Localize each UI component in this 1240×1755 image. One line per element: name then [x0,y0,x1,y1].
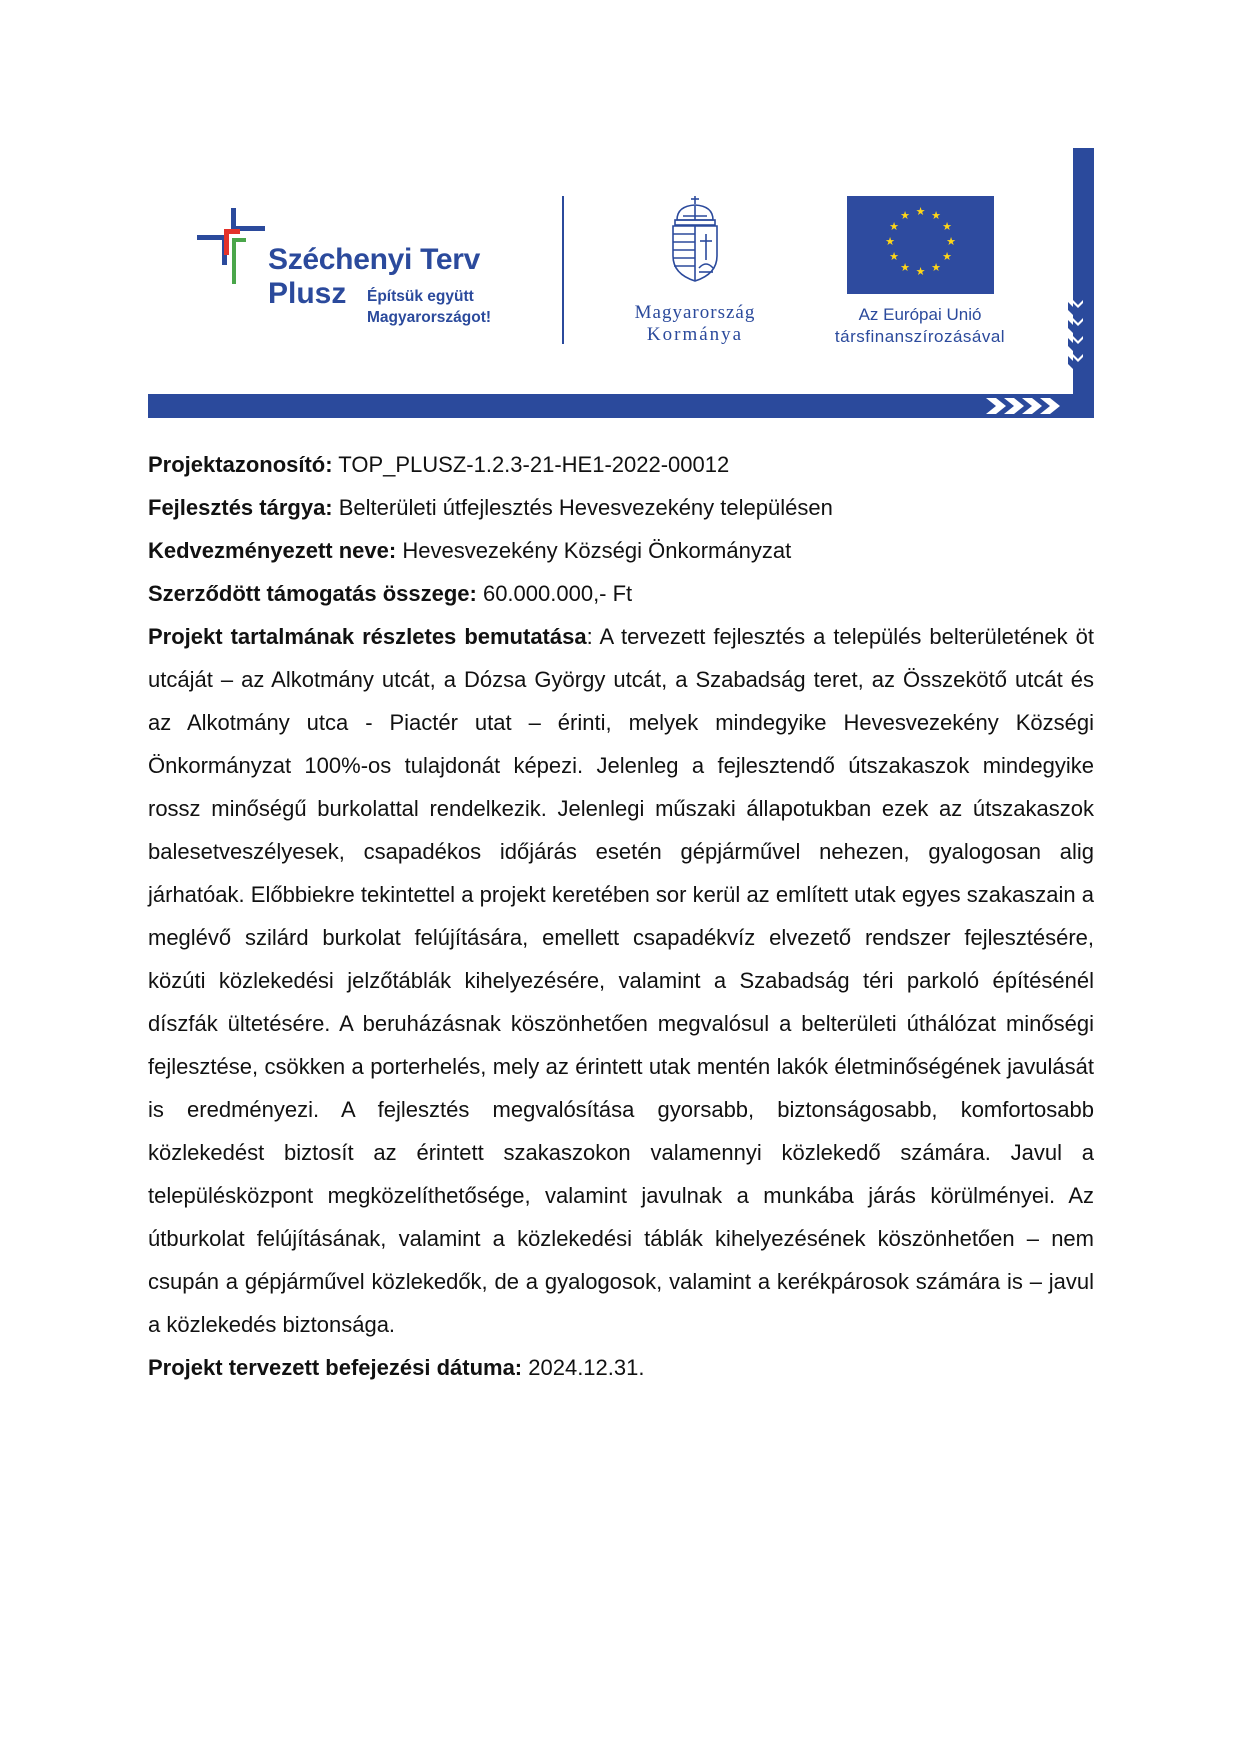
header-banner [0,0,1240,430]
szechenyi-plusz: Plusz [268,277,347,310]
grant-row [148,572,1094,615]
svg-text:★: ★ [931,209,941,222]
project-subject-row [148,486,1094,529]
project-id-label: Projektazonosító: [148,452,333,477]
svg-text:★: ★ [885,235,895,248]
beneficiary-label: Kedvezményezett neve: [148,538,397,563]
end-date-label: Projekt tervezett befejezési dátuma: [148,1355,523,1380]
svg-text:★: ★ [900,261,910,274]
government-line1: Magyarország [634,302,756,323]
eu-line2: társfinanszírozásával [834,327,1006,346]
szechenyi-slogan-line2: Magyarországot! [367,309,492,326]
szechenyi-slogan-line1: Építsük együtt [367,288,474,305]
project-description [148,615,1094,1346]
svg-text:★: ★ [946,235,956,248]
end-date-row [148,1346,1094,1389]
svg-text:★: ★ [915,205,926,218]
header-frame-bar [0,0,1240,430]
svg-text:★: ★ [931,261,941,274]
svg-text:★: ★ [915,265,926,278]
description-text: : A tervezett fejlesztés a település belterületének öt utcáját – az Alkotmány utcát, a Dózsa György utcát, a Szabadság teret, az Összekötő utcát és az Alkotmány utca - Piactér utat – érinti, melyek mindegyike Hevesvezekény Községi Önkormányzat 100%-os tulajdonát képezi. Jelenleg a fejlesztendő útszakaszok mindegyike rossz minőségű burkolattal rendelkezik. Jelenlegi műszaki állapotukban ezek az útszakaszok balesetveszélyesek, csapadékos időjárás esetén gépjárművel nehezen, gyalogosan alig járhatóak. Előbbiekre tekintettel a projekt keretében sor kerül az említett utak egyes szakaszain a meglévő szilárd burkolat felújítására, emellett csapadékvíz elvezető rendszer fejlesztésére, közúti közlekedési jelzőtáblák kihelyezésére, valamint a Szabadság téri parkoló építésénél díszfák ültetésére. A beruházásnak köszönhetően megvalósul a belterületi úthálózat minőségi fejlesztése, csökken a porterhelés, mely az érintett utak mentén lakók életminőségének javulását is eredményezi. A fejlesztés megvalósítása gyorsabb, biztonságosabb, komfortosabb közlekedést biztosít az érintett szakaszokon valamennyi közlekedő számára. Javul a településközpont megközelíthetősége, valamint javulnak a munkába járás körülményei. Az útburkolat felújításának, valamint a közlekedési táblák kihelyezésének köszönhetően – nem csupán a gépjárművel közlekedők, de a gyalogosok, valamint a kerékpárosok számára is – javul a közlekedés biztonsága. [148,624,1095,1337]
project-subject-value: Belterületi útfejlesztés Hevesvezekény településen [332,495,833,520]
project-id-row [148,443,1094,486]
svg-text:★: ★ [942,250,952,263]
svg-text:★: ★ [942,220,952,233]
government-line2: Kormánya [646,324,744,345]
project-id-value: TOP_PLUSZ-1.2.3-21-HE1-2022-00012 [332,452,730,477]
grant-label: Szerződött támogatás összege: [148,581,477,606]
project-subject-label: Fejlesztés tárgya: [148,495,333,520]
description-label: Projekt tartalmának részletes bemutatása [148,624,587,649]
project-details [148,443,1094,1389]
eu-line1: Az Európai Unió [858,305,982,324]
svg-text:★: ★ [900,209,910,222]
beneficiary-value: Hevesvezekény Községi Önkormányzat [396,538,792,563]
szechenyi-title: Széchenyi Terv [268,243,481,276]
svg-text:★: ★ [889,250,899,263]
svg-text:★: ★ [889,220,899,233]
grant-value: 60.000.000,- Ft [476,581,633,606]
beneficiary-row [148,529,1094,572]
end-date-value: 2024.12.31. [522,1355,645,1380]
